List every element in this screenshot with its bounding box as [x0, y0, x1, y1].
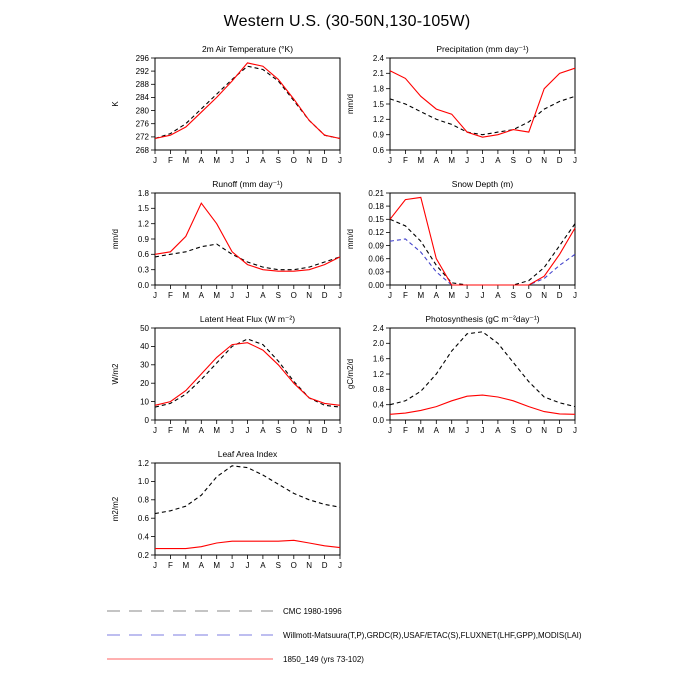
series-line [390, 395, 575, 414]
x-tick-label: M [213, 426, 221, 435]
chart-title: Runoff (mm day⁻¹) [212, 179, 283, 189]
x-tick-label: S [275, 561, 281, 570]
x-tick-label: J [153, 561, 157, 570]
chart-svg [340, 177, 590, 325]
chart-title: Snow Depth (m) [451, 179, 514, 189]
chart-svg [105, 177, 355, 325]
x-tick-label: J [230, 156, 235, 165]
y-axis-label: mm/d [346, 229, 355, 249]
series-line [155, 244, 340, 270]
x-tick-label: M [182, 291, 190, 300]
y-tick-label: 288 [135, 80, 149, 90]
x-tick-label: M [213, 291, 221, 300]
x-tick-label: M [213, 561, 221, 570]
y-tick-label: 0.6 [372, 145, 384, 155]
x-tick-label: F [167, 426, 173, 435]
series-line [155, 466, 340, 514]
series-line [390, 219, 575, 285]
chart-title: Photosynthesis (gC m⁻²day⁻¹) [425, 314, 540, 324]
x-tick-label: M [213, 156, 221, 165]
series-line [390, 96, 575, 134]
x-tick-label: F [402, 156, 408, 165]
series-line [155, 203, 340, 271]
legend-solid-line-icon [105, 654, 275, 664]
y-tick-label: 30 [140, 360, 149, 370]
x-tick-label: M [417, 426, 425, 435]
x-tick-label: D [321, 561, 328, 570]
plot-frame [390, 58, 575, 150]
y-tick-label: 280 [135, 106, 149, 116]
y-tick-label: 284 [135, 93, 149, 103]
page-title: Western U.S. (30-50N,130-105W) [223, 13, 471, 30]
y-tick-label: 0.3 [137, 265, 149, 275]
x-tick-label: D [321, 291, 328, 300]
x-tick-label: J [245, 156, 250, 165]
y-tick-label: 1.6 [372, 354, 384, 364]
y-tick-label: 0.09 [368, 241, 384, 251]
y-tick-label: 1.2 [137, 219, 149, 229]
chart-photosynthesis [340, 312, 590, 460]
y-axis-label: gC/m2/d [346, 358, 355, 390]
x-tick-label: M [182, 156, 190, 165]
y-tick-label: 0.9 [372, 130, 384, 140]
x-tick-label: S [510, 156, 516, 165]
y-tick-label: 1.2 [372, 369, 384, 379]
y-tick-label: 0.2 [137, 550, 149, 560]
y-tick-label: 0.0 [137, 280, 149, 290]
x-tick-label: O [525, 291, 532, 300]
y-tick-label: 1.5 [137, 204, 149, 214]
y-tick-label: 20 [140, 379, 149, 388]
series-line [155, 66, 340, 138]
x-tick-label: F [167, 156, 173, 165]
y-tick-label: 1.8 [137, 188, 149, 198]
x-tick-label: J [245, 561, 250, 570]
x-tick-label: M [417, 291, 425, 300]
x-tick-label: J [230, 291, 235, 300]
x-tick-label: J [153, 426, 157, 435]
legend-item-model [105, 647, 582, 671]
y-axis-label: K [111, 101, 120, 107]
x-tick-label: J [153, 156, 157, 165]
x-tick-label: S [275, 426, 281, 435]
chart-latent-heat-flux [105, 312, 355, 460]
legend-item-obs [105, 623, 582, 647]
x-tick-label: F [167, 561, 173, 570]
chart-title: Precipitation (mm day⁻¹) [436, 44, 529, 54]
x-tick-label: J [388, 426, 392, 435]
x-tick-label: A [433, 291, 439, 300]
y-tick-label: 1.2 [372, 115, 384, 125]
chart-title: Leaf Area Index [217, 449, 278, 459]
y-tick-label: 0 [144, 415, 149, 425]
x-tick-label: J [573, 156, 577, 165]
x-tick-label: N [306, 156, 313, 165]
series-line [390, 197, 575, 285]
x-tick-label: J [245, 426, 250, 435]
y-tick-label: 2.1 [372, 69, 384, 79]
legend [105, 599, 582, 671]
legend-label: 1850_149 (yrs 73-102) [283, 654, 364, 664]
y-tick-label: 0.6 [137, 514, 149, 523]
x-tick-label: M [448, 156, 456, 165]
x-tick-label: A [260, 156, 266, 165]
y-tick-label: 0.8 [137, 495, 149, 505]
legend-dashed-line-icon [105, 630, 275, 640]
y-tick-label: 0.06 [368, 254, 384, 264]
y-tick-label: 0.8 [372, 385, 384, 395]
x-tick-label: M [448, 291, 456, 300]
x-tick-label: F [402, 291, 408, 300]
legend-label: Willmott-Matsuura(T,P),GRDC(R),USAF/ETAC(S),FLUXNET(LHF,GPP),MODIS(LAI) [283, 630, 582, 640]
x-tick-label: D [321, 426, 328, 435]
y-tick-label: 268 [135, 145, 149, 155]
y-tick-label: 40 [140, 342, 149, 352]
x-tick-label: A [198, 426, 204, 435]
x-tick-label: N [306, 561, 313, 570]
y-tick-label: 0.4 [137, 532, 149, 542]
series-line [155, 63, 340, 139]
x-tick-label: O [290, 291, 297, 300]
y-tick-label: 0.18 [368, 201, 384, 211]
chart-title: 2m Air Temperature (°K) [201, 44, 294, 54]
x-tick-label: A [260, 561, 266, 570]
x-tick-label: A [260, 291, 266, 300]
x-tick-label: J [230, 561, 235, 570]
x-tick-label: S [275, 156, 281, 165]
y-tick-label: 0.12 [368, 228, 384, 238]
x-tick-label: D [556, 156, 563, 165]
y-axis-label: mm/d [346, 94, 355, 114]
legend-item-cmc [105, 599, 582, 623]
x-tick-label: N [541, 156, 548, 165]
series-line [390, 239, 575, 285]
x-tick-label: N [541, 291, 548, 300]
y-tick-label: 2.4 [372, 323, 384, 333]
y-tick-label: 0.03 [368, 267, 384, 277]
x-tick-label: F [167, 291, 173, 300]
x-tick-label: M [182, 426, 190, 435]
x-tick-label: O [290, 156, 297, 165]
chart-svg [105, 42, 355, 190]
y-tick-label: 0.0 [372, 415, 384, 425]
x-tick-label: S [275, 291, 281, 300]
x-tick-label: J [480, 426, 485, 435]
chart-air-temperature [105, 42, 355, 190]
y-tick-label: 1.0 [137, 477, 149, 487]
y-tick-label: 0.6 [137, 250, 149, 260]
x-tick-label: M [448, 426, 456, 435]
y-tick-label: 0.21 [368, 188, 384, 198]
series-line [155, 540, 340, 548]
chart-snow-depth [340, 177, 590, 325]
y-axis-label: W/m2 [111, 363, 120, 385]
y-tick-label: 272 [135, 132, 149, 142]
x-tick-label: A [433, 426, 439, 435]
x-tick-label: A [495, 156, 501, 165]
x-tick-label: J [480, 156, 485, 165]
x-tick-label: A [495, 291, 501, 300]
x-tick-label: N [541, 426, 548, 435]
x-tick-label: A [495, 426, 501, 435]
chart-svg [340, 312, 590, 460]
x-tick-label: M [182, 561, 190, 570]
y-tick-label: 0.15 [368, 215, 384, 225]
x-tick-label: M [417, 156, 425, 165]
y-tick-label: 0.4 [372, 400, 384, 410]
chart-runoff [105, 177, 355, 325]
x-tick-label: J [465, 426, 470, 435]
x-tick-label: O [525, 156, 532, 165]
y-tick-label: 2.0 [372, 339, 384, 349]
x-tick-label: N [306, 291, 313, 300]
x-tick-label: A [433, 156, 439, 165]
plot-frame [390, 328, 575, 420]
y-tick-label: 0.00 [368, 280, 384, 290]
x-tick-label: A [260, 426, 266, 435]
x-tick-label: A [198, 291, 204, 300]
series-line [390, 68, 575, 137]
x-tick-label: D [321, 156, 328, 165]
x-tick-label: O [290, 426, 297, 435]
legend-dashed-line-icon [105, 606, 275, 616]
x-tick-label: J [573, 291, 577, 300]
y-tick-label: 0.9 [137, 234, 149, 244]
x-tick-label: J [388, 291, 392, 300]
x-tick-label: J [465, 291, 470, 300]
y-tick-label: 276 [135, 119, 149, 129]
x-tick-label: A [198, 561, 204, 570]
legend-label: CMC 1980-1996 [283, 606, 342, 616]
y-tick-label: 1.5 [372, 99, 384, 109]
y-axis-label: m2/m2 [111, 496, 120, 522]
x-tick-label: S [510, 291, 516, 300]
plot-frame [155, 58, 340, 150]
x-tick-label: S [510, 426, 516, 435]
chart-svg [105, 447, 355, 595]
x-tick-label: J [480, 291, 485, 300]
plot-frame [155, 328, 340, 420]
x-tick-label: A [198, 156, 204, 165]
y-tick-label: 1.2 [137, 458, 149, 468]
y-tick-label: 292 [135, 66, 149, 76]
x-tick-label: J [338, 156, 342, 165]
x-tick-label: J [338, 561, 342, 570]
x-tick-label: J [153, 291, 157, 300]
y-tick-label: 50 [140, 323, 149, 333]
chart-title: Latent Heat Flux (W m⁻²) [199, 314, 296, 324]
x-tick-label: J [245, 291, 250, 300]
chart-leaf-area-index [105, 447, 355, 595]
x-tick-label: D [556, 291, 563, 300]
x-tick-label: J [338, 426, 342, 435]
chart-svg [340, 42, 590, 190]
y-tick-label: 10 [140, 397, 149, 407]
x-tick-label: O [290, 561, 297, 570]
y-tick-label: 2.4 [372, 53, 384, 63]
x-tick-label: D [556, 426, 563, 435]
y-tick-label: 296 [135, 53, 149, 63]
y-axis-label: mm/d [111, 229, 120, 249]
x-tick-label: J [388, 156, 392, 165]
x-tick-label: J [573, 426, 577, 435]
x-tick-label: J [338, 291, 342, 300]
x-tick-label: J [465, 156, 470, 165]
series-line [155, 339, 340, 407]
chart-svg [105, 312, 355, 460]
y-tick-label: 1.8 [372, 84, 384, 94]
x-tick-label: O [525, 426, 532, 435]
x-tick-label: J [230, 426, 235, 435]
chart-precipitation [340, 42, 590, 190]
x-tick-label: F [402, 426, 408, 435]
x-tick-label: N [306, 426, 313, 435]
